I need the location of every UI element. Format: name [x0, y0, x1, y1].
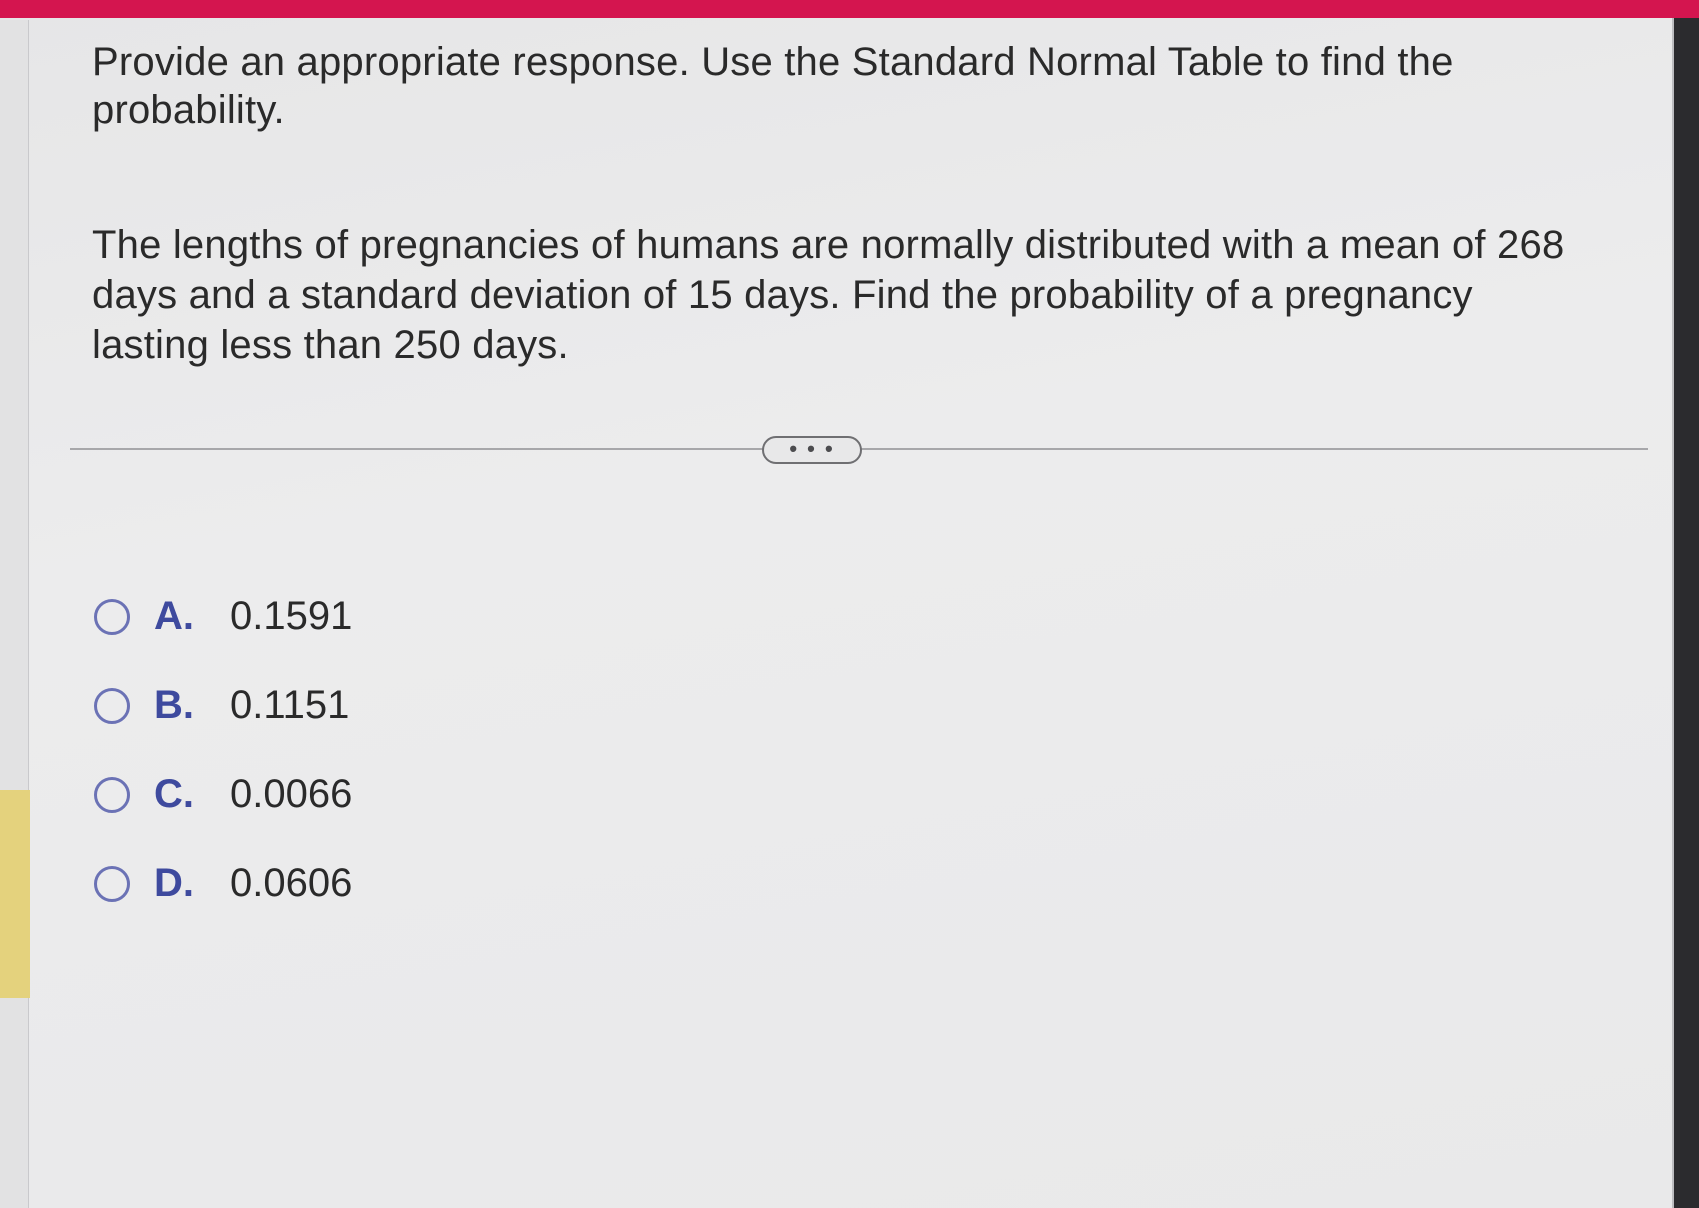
answer-options	[94, 572, 352, 928]
more-options-button[interactable]: • • •	[762, 436, 862, 464]
question-instruction: Provide an appropriate response. Use the Standard Normal Table to find the probability.	[92, 40, 1454, 132]
option-b-value: 0.1151	[230, 683, 350, 727]
option-d-letter: D.	[154, 861, 194, 905]
option-c-value: 0.0066	[230, 772, 353, 816]
option-a[interactable]	[94, 572, 352, 661]
radio-button-a[interactable]	[94, 599, 130, 635]
left-margin	[0, 20, 29, 1208]
option-c-letter: C.	[154, 772, 194, 816]
radio-button-d[interactable]	[94, 866, 130, 902]
option-d[interactable]	[94, 839, 352, 928]
radio-button-c[interactable]	[94, 777, 130, 813]
option-d-value: 0.0606	[230, 861, 353, 905]
option-c[interactable]	[94, 750, 352, 839]
top-accent-bar	[0, 0, 1699, 18]
left-highlight-marker	[0, 790, 30, 998]
question-content	[92, 38, 1612, 370]
option-a-letter: A.	[154, 594, 194, 638]
option-a-value: 0.1591	[230, 594, 353, 638]
option-b-letter: B.	[154, 683, 194, 727]
question-problem: The lengths of pregnancies of humans are normally distributed with a mean of 268 days and a standard deviation of 15 days. Find the probability of a pregnancy lasting less than 250 days.	[92, 223, 1565, 367]
option-b[interactable]	[94, 661, 352, 750]
radio-button-b[interactable]	[94, 688, 130, 724]
